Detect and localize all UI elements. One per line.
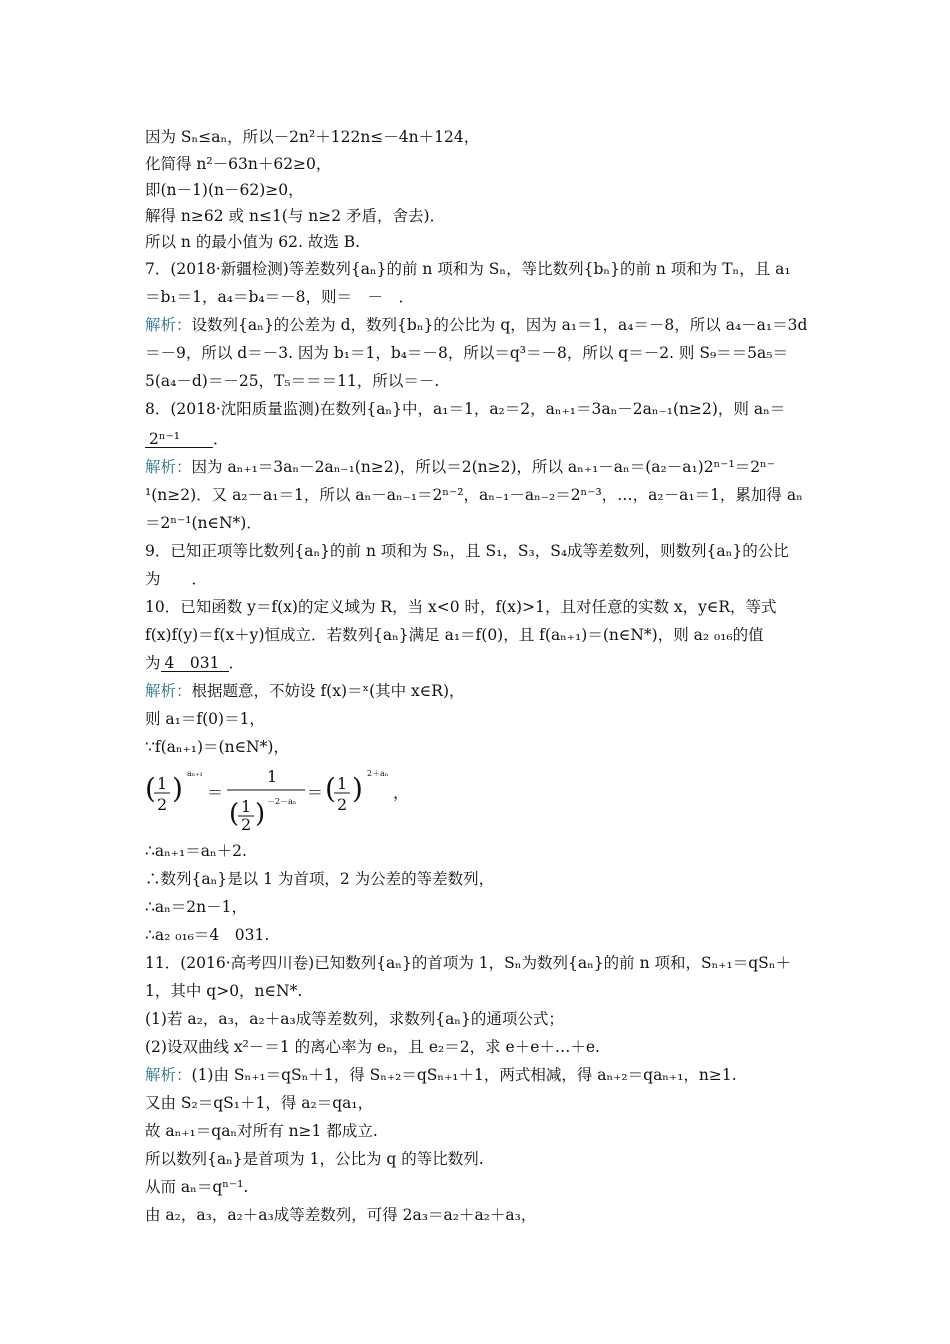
answer-tail: ． bbox=[213, 430, 229, 448]
half-numerator: 1 bbox=[157, 774, 168, 793]
paren-left: ( bbox=[229, 799, 240, 829]
exponent-formula bbox=[145, 760, 445, 832]
text-line: ∵f(aₙ₊₁)＝(n∈N*)， bbox=[145, 738, 289, 756]
paren-right: ) bbox=[172, 772, 183, 805]
solution-text: 因为 aₙ₊₁＝3aₙ－2aₙ₋₁(n≥2)，所以＝2(n≥2)，所以 aₙ₊₁－aₙ＝(a₂－a₁)2ⁿ⁻¹＝2ⁿ⁻ bbox=[191, 458, 775, 476]
paren-left: ( bbox=[325, 772, 336, 805]
answer-q10: 4 031 bbox=[161, 655, 229, 672]
answer-line bbox=[145, 426, 815, 452]
comma: ， bbox=[393, 783, 410, 802]
fraction-numerator: 1 bbox=[267, 767, 278, 786]
text-line: 化简得 n²－63n＋62≥0， bbox=[145, 155, 332, 173]
paren-left: ( bbox=[145, 772, 156, 805]
text-line: 故 aₙ₊₁＝qaₙ对所有 n≥1 都成立. bbox=[145, 1122, 378, 1140]
text-line: 从而 aₙ＝qⁿ⁻¹. bbox=[145, 1178, 249, 1196]
text-line: ＝b₁＝1，a₄＝b₄＝－8，则＝ － ． bbox=[145, 288, 414, 306]
solution-text: (1)由 Sₙ₊₁＝qSₙ＋1，得 Sₙ₊₂＝qSₙ₊₁＋1，两式相减，得 aₙ₊₂＝qaₙ₊₁，n≥1. bbox=[191, 1066, 737, 1084]
answer-line bbox=[145, 650, 815, 676]
half-denominator: 2 bbox=[157, 795, 168, 814]
text-line: (1)若 a₂，a₃，a₂＋a₃成等差数列，求数列{aₙ}的通项公式； bbox=[145, 1010, 564, 1028]
half-numerator: 1 bbox=[241, 797, 252, 816]
half-denominator: 2 bbox=[337, 795, 348, 814]
equals-sign: ＝ bbox=[307, 783, 324, 802]
solution-line bbox=[145, 454, 815, 480]
text-line: 所以数列{aₙ}是首项为 1，公比为 q 的等比数列. bbox=[145, 1150, 484, 1168]
paren-right: ) bbox=[352, 772, 363, 805]
paren-right: ) bbox=[255, 799, 266, 829]
question-7: 7．(2018·新疆检测)等差数列{aₙ}的前 n 项和为 Sₙ，等比数列{bₙ}的前 n 项和为 Tₙ，且 a₁ bbox=[145, 260, 791, 278]
jiexi-label: 解析： bbox=[145, 1066, 192, 1084]
exponent-middle: －2－aₙ bbox=[267, 797, 297, 806]
text-line: ∴数列{aₙ}是以 1 为首项，2 为公差的等差数列， bbox=[145, 870, 495, 888]
solution-line bbox=[145, 312, 815, 338]
text-line: f(x)f(y)＝f(x＋y)恒成立．若数列{aₙ}满足 a₁＝f(0)，且 f(aₙ₊₁)＝(n∈N*)，则 a₂ ₀₁₆的值 bbox=[145, 626, 764, 644]
text-line: 解得 n≥62 或 n≤1(与 n≥2 矛盾，舍去)． bbox=[145, 207, 446, 225]
text-line: 5(a₄－d)＝－25，T₅＝＝＝11，所以＝－. bbox=[145, 372, 440, 390]
question-10: 10．已知函数 y＝f(x)的定义域为 R，当 x<0 时，f(x)>1，且对任意的实数 x，y∈R，等式 bbox=[145, 598, 777, 616]
equals-sign: ＝ bbox=[207, 783, 224, 802]
answer-q8: 2ⁿ⁻¹ bbox=[145, 431, 213, 448]
exponent-right: 2＋aₙ bbox=[367, 769, 389, 778]
exponent-left: aₙ₊₁ bbox=[187, 769, 203, 778]
text-line: ∴a₂ ₀₁₆＝4 031. bbox=[145, 926, 270, 944]
text-line: 因为 Sₙ≤aₙ，所以－2n²＋122n≤－4n＋124， bbox=[145, 128, 480, 146]
answer-tail: ． bbox=[228, 654, 245, 672]
text-line: 又由 S₂＝qS₁＋1，得 a₂＝qa₁， bbox=[145, 1094, 374, 1112]
answer-head: 为 bbox=[145, 654, 161, 672]
jiexi-label: 解析： bbox=[145, 316, 192, 334]
text-line: ¹(n≥2)．又 a₂－a₁＝1，所以 aₙ－aₙ₋₁＝2ⁿ⁻²，aₙ₋₁－aₙ₋₂＝2ⁿ⁻³，…，a₂－a₁＝1，累加得 aₙ bbox=[145, 486, 803, 504]
half-numerator: 1 bbox=[337, 774, 348, 793]
text-line: ∴aₙ₊₁＝aₙ＋2. bbox=[145, 842, 247, 860]
text-line: 所以 n 的最小值为 62. 故选 B. bbox=[145, 233, 361, 251]
solution-text: 设数列{aₙ}的公差为 d，数列{bₙ}的公比为 q，因为 a₁＝1，a₄＝－8，所以 a₄－a₁＝3d bbox=[191, 316, 808, 334]
half-denominator: 2 bbox=[241, 815, 252, 832]
question-9: 9．已知正项等比数列{aₙ}的前 n 项和为 Sₙ，且 S₁，S₃，S₄成等差数列，则数列{aₙ}的公比 bbox=[145, 542, 789, 560]
text-line: ∴aₙ＝2n－1， bbox=[145, 898, 248, 916]
solution-text: 根据题意，不妨设 f(x)＝ˣ(其中 x∈R)， bbox=[191, 682, 465, 700]
solution-line bbox=[145, 1062, 815, 1088]
text-line: (2)设双曲线 x²－＝1 的离心率为 eₙ，且 e₂＝2，求 e＋e＋…＋e. bbox=[145, 1038, 600, 1056]
text-line: 即(n－1)(n－62)≥0， bbox=[145, 181, 304, 199]
text-line: ＝2ⁿ⁻¹(n∈N*)． bbox=[145, 514, 262, 532]
text-line: 则 a₁＝f(0)＝1， bbox=[145, 710, 265, 728]
question-11: 11．(2016·高考四川卷)已知数列{aₙ}的首项为 1，Sₙ为数列{aₙ}的前 n 项和，Sₙ₊₁＝qSₙ＋ bbox=[145, 954, 791, 972]
jiexi-label: 解析： bbox=[145, 682, 192, 700]
text-line: 由 a₂，a₃，a₂＋a₃成等差数列，可得 2a₃＝a₂＋a₂＋a₃， bbox=[145, 1206, 537, 1224]
text-line: ＝－9，所以 d＝－3. 因为 b₁＝1，b₄＝－8，所以＝q³＝－8，所以 q＝－2. 则 S₉＝＝5a₅＝ bbox=[145, 344, 788, 362]
solution-line bbox=[145, 678, 815, 704]
text-line: 1，其中 q>0，n∈N*. bbox=[145, 982, 303, 1000]
text-line: 为 ． bbox=[145, 570, 208, 588]
jiexi-label: 解析： bbox=[145, 458, 192, 476]
question-8: 8．(2018·沈阳质量监测)在数列{aₙ}中，a₁＝1，a₂＝2，aₙ₊₁＝3aₙ－2aₙ₋₁(n≥2)，则 aₙ＝ bbox=[145, 400, 786, 418]
